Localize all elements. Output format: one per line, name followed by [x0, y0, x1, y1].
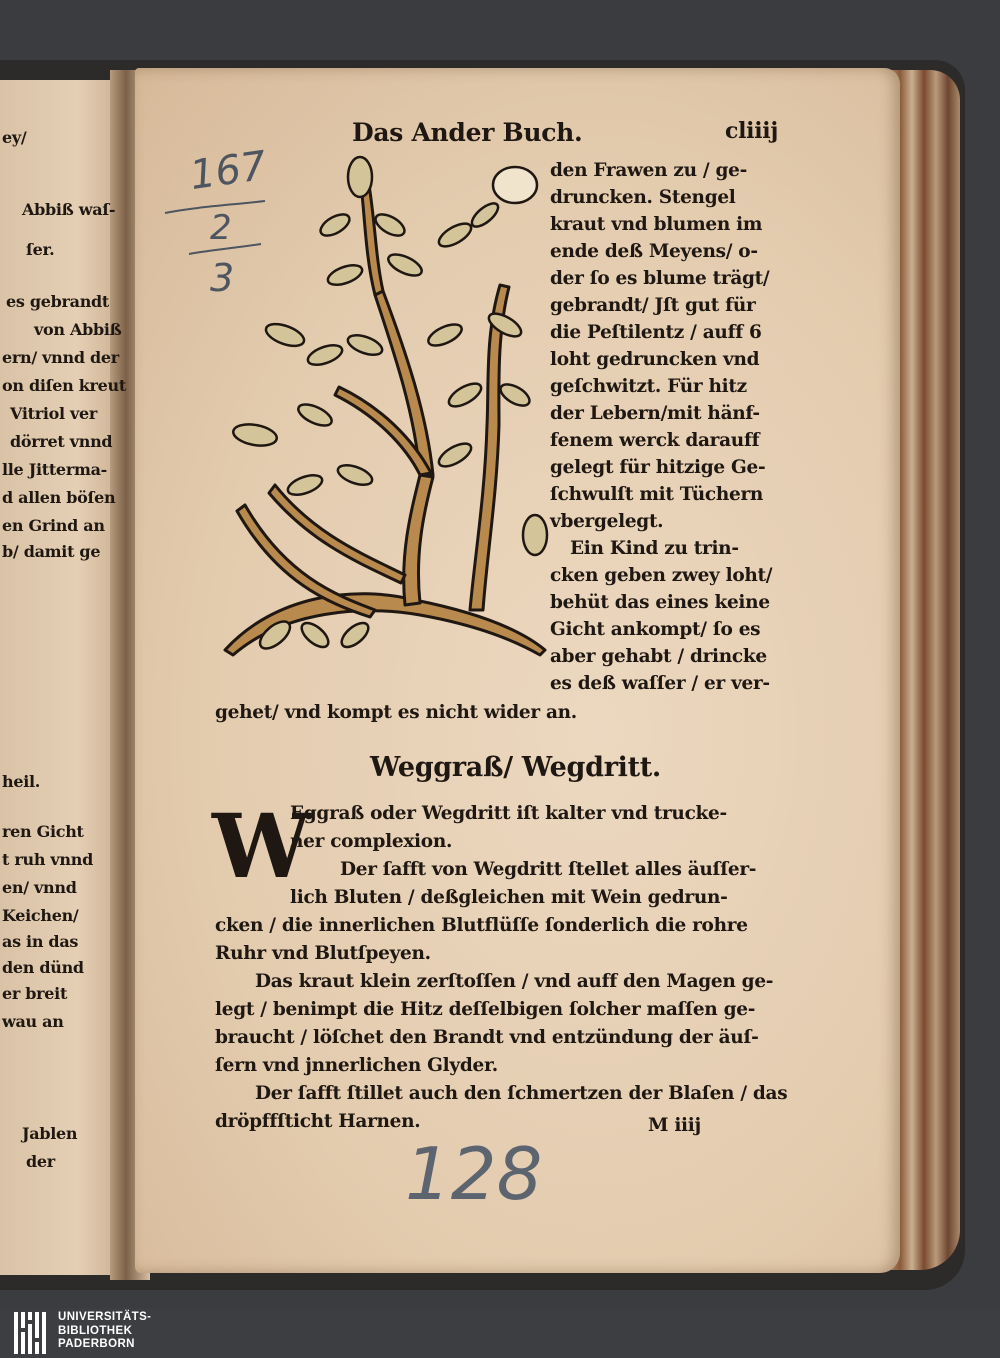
left-line: d allen böſen	[2, 488, 116, 507]
left-line: wau an	[2, 1012, 64, 1031]
text-line: Ruhr vnd Blutſpeyen.	[215, 943, 431, 964]
left-line: Keichen/	[2, 906, 79, 925]
left-page	[0, 80, 128, 1275]
text-line: die Peſtilentz / auff 6	[550, 322, 762, 343]
text-line: kraut vnd blumen im	[550, 214, 763, 235]
text-line: fenem werck darauff	[550, 430, 760, 451]
text-line: es deß waſſer / er ver-	[550, 673, 770, 694]
text-line: aber gehabt / drincke	[550, 646, 767, 667]
text-line: cken / die innerlichen Blutflüſſe ſonderlich die rohre	[215, 915, 748, 936]
text-line: gelegt für hitzige Ge-	[550, 457, 766, 478]
left-line: den dünd	[2, 958, 84, 977]
text-line: legt / benimpt die Hitz deſſelbigen ſolcher maſſen ge-	[215, 999, 756, 1020]
shelfmark-volume: 3	[210, 256, 235, 300]
left-line: lle Jitterma-	[2, 460, 107, 479]
left-line: b/ damit ge	[2, 542, 101, 561]
text-line: Der ſafft ſtillet auch den ſchmertzen der Blaſen / das	[255, 1083, 788, 1104]
handwritten-page-number: 128	[405, 1132, 543, 1216]
text-line: Das kraut klein zerſtoſſen / vnd auff den Magen ge-	[255, 971, 774, 992]
shelfmark-number: 167	[187, 142, 270, 200]
text-line: dröpffſticht Harnen.	[215, 1111, 421, 1132]
text-line: ende deß Meyens/ o-	[550, 241, 758, 262]
text-line: cken geben zwey loht/	[550, 565, 773, 586]
left-line: Abbiß waſ-	[22, 200, 116, 219]
left-line: Vitriol ver	[10, 404, 98, 423]
text-line: lich Bluten / deßgleichen mit Wein gedrun-	[290, 887, 728, 908]
text-line: braucht / löſchet den Brandt vnd entzündung der äuſ-	[215, 1027, 759, 1048]
left-line: er breit	[2, 984, 68, 1003]
left-line: ern/ vnnd der	[2, 348, 119, 367]
text-line: Der ſafft von Wegdritt ſtellet alles äuſſer-	[340, 859, 757, 880]
left-line: ey/	[2, 128, 27, 147]
text-line: Ein Kind zu trin-	[570, 538, 739, 559]
text-line: ſchwulſt mit Tüchern	[550, 484, 764, 505]
text-line: gebrandt/ Jſt gut für	[550, 295, 756, 316]
library-name-line: BIBLIOTHEK	[58, 1324, 133, 1337]
left-line: en/ vnnd	[2, 878, 77, 897]
left-line: heil.	[2, 772, 41, 791]
left-line: Jablen	[22, 1124, 78, 1143]
text-line: druncken. Stengel	[550, 187, 736, 208]
library-name	[58, 1311, 151, 1352]
drop-cap: W	[212, 794, 311, 898]
library-logo-icon	[12, 1310, 48, 1356]
text-line: Gicht ankompt/ ſo es	[550, 619, 761, 640]
text-line: ner complexion.	[290, 831, 453, 852]
text-line: ſern vnd jnnerlichen Glyder.	[215, 1055, 498, 1076]
left-line: ſer.	[26, 240, 55, 259]
folio-number: cliiij	[725, 118, 778, 144]
text-line: vbergelegt.	[550, 511, 664, 532]
library-name-line: UNIVERSITÄTS-	[58, 1311, 152, 1323]
text-line: geſchwitzt. Für hitz	[550, 376, 747, 397]
left-line: von Abbiß	[34, 320, 122, 339]
left-line: es gebrandt	[6, 292, 110, 311]
text-line: den Frawen zu / ge-	[550, 160, 748, 181]
text-line: loht gedruncken vnd	[550, 349, 760, 370]
plant-woodcut-illustration	[215, 155, 555, 675]
library-name-line: PADERBORN	[58, 1338, 135, 1350]
shelfmark-fraction: 2	[210, 208, 232, 248]
text-line: Eggraß oder Wegdritt iſt kalter vnd trucke-	[290, 803, 727, 824]
left-line: dörret vnnd	[10, 432, 113, 451]
running-head: Das Ander Buch.	[352, 118, 583, 147]
left-line: der	[26, 1152, 55, 1171]
left-line: t ruh vnnd	[2, 850, 93, 869]
section-title: Weggraß/ Wegdritt.	[370, 752, 662, 783]
left-line: as in das	[2, 932, 79, 951]
text-line: gehet/ vnd kompt es nicht wider an.	[215, 702, 577, 723]
left-line: en Grind an	[2, 516, 105, 535]
signature-mark: M iiij	[648, 1115, 701, 1136]
text-line: behüt das eines keine	[550, 592, 770, 613]
left-line: on diſen kreut	[2, 376, 126, 395]
left-line: ren Gicht	[2, 822, 84, 841]
text-line: der Lebern/mit hänf-	[550, 403, 760, 424]
text-line: der ſo es blume trägt/	[550, 268, 770, 289]
